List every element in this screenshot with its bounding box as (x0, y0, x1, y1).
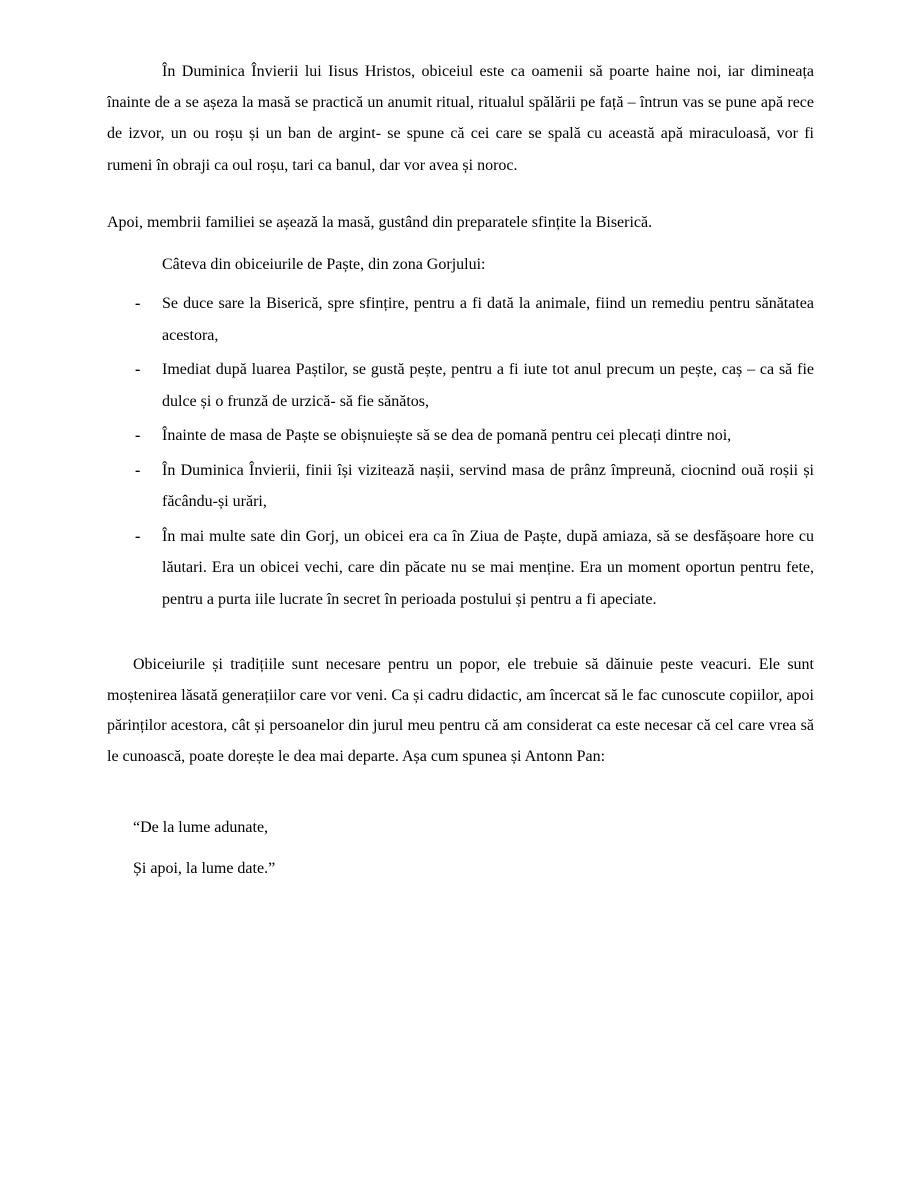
list-item (107, 288, 814, 351)
quote-line-2: Și apoi, la lume date.” (133, 860, 276, 877)
bullet-dash: - (135, 361, 141, 378)
quote-line-1: “De la lume adunate, (133, 819, 269, 836)
bullet-dash: - (135, 527, 141, 545)
list-item-text: Imediat după luarea Paștilor, se gustă pește, pentru a fi iute tot anul precum un pește, caș – ca să fie dulce și o frunză de urzică- să fie sănătos, (162, 361, 814, 410)
list-item-text: Se duce sare la Biserică, spre sfințire, pentru a fi dată la animale, fiind un remediu pentru sănătatea acestora, (162, 295, 814, 344)
intro-paragraph: În Duminica Învierii lui Iisus Hristos, obiceiul este ca oamenii să poarte haine noi, iar dimineața înainte de a se așeza la masă se practică un anumit ritual, ritualul spălării pe față – întrun vas se pune apă rece de izvor, un ou roșu și un ban de argint- se spune că cei care se spală cu această apă miraculoasă, vor fi rumeni în obraji ca oul roșu, tari ca banul, dar vor avea și noroc. (107, 63, 814, 174)
list-item (107, 354, 814, 417)
family-meal-paragraph: Apoi, membrii familiei se așează la masă, gustând din preparatele sfințite la Biserică. (107, 214, 653, 231)
conclusion-paragraph: Obiceiurile și tradițiile sunt necesare pentru un popor, ele trebuie să dăinuie peste veacuri. Ele sunt moștenirea lăsată generațiilor care vor veni. Ca și cadru didactic, am încercat să le fac cunoscute copiilor, apoi părinților acestora, cât și persoanelor din jurul meu pentru că am considerat ca este necesar că cel care vrea să le cunoască, poate dorește le dea mai departe. Așa cum spunea și Antonn Pan: (107, 656, 814, 765)
bullet-dash: - (135, 295, 141, 312)
bullet-dash: - (135, 427, 141, 444)
list-item (107, 455, 814, 518)
customs-list (107, 288, 814, 618)
list-intro-paragraph: Câteva din obiceiurile de Paște, din zona Gorjului: (162, 256, 486, 273)
list-item-text: Înainte de masa de Paște se obișnuiește să se dea de pomană pentru cei plecați dintre noi, (162, 427, 732, 444)
list-item (107, 420, 814, 452)
bullet-dash: - (135, 461, 141, 479)
list-item-text: În mai multe sate din Gorj, un obicei era ca în Ziua de Paște, după amiaza, să se desfășoare hore cu lăutari. Era un obicei vechi, care din păcate nu se mai menține. Era un moment oportun pentru fete, pentru a purta iile lucrate în secret în perioada postului și pentru a fi apeciate. (162, 527, 814, 608)
list-item-text: În Duminica Învierii, finii își vizitează nașii, servind masa de prânz împreună, ciocnind ouă roșii și făcându-și urări, (162, 461, 814, 510)
list-item (107, 521, 814, 616)
